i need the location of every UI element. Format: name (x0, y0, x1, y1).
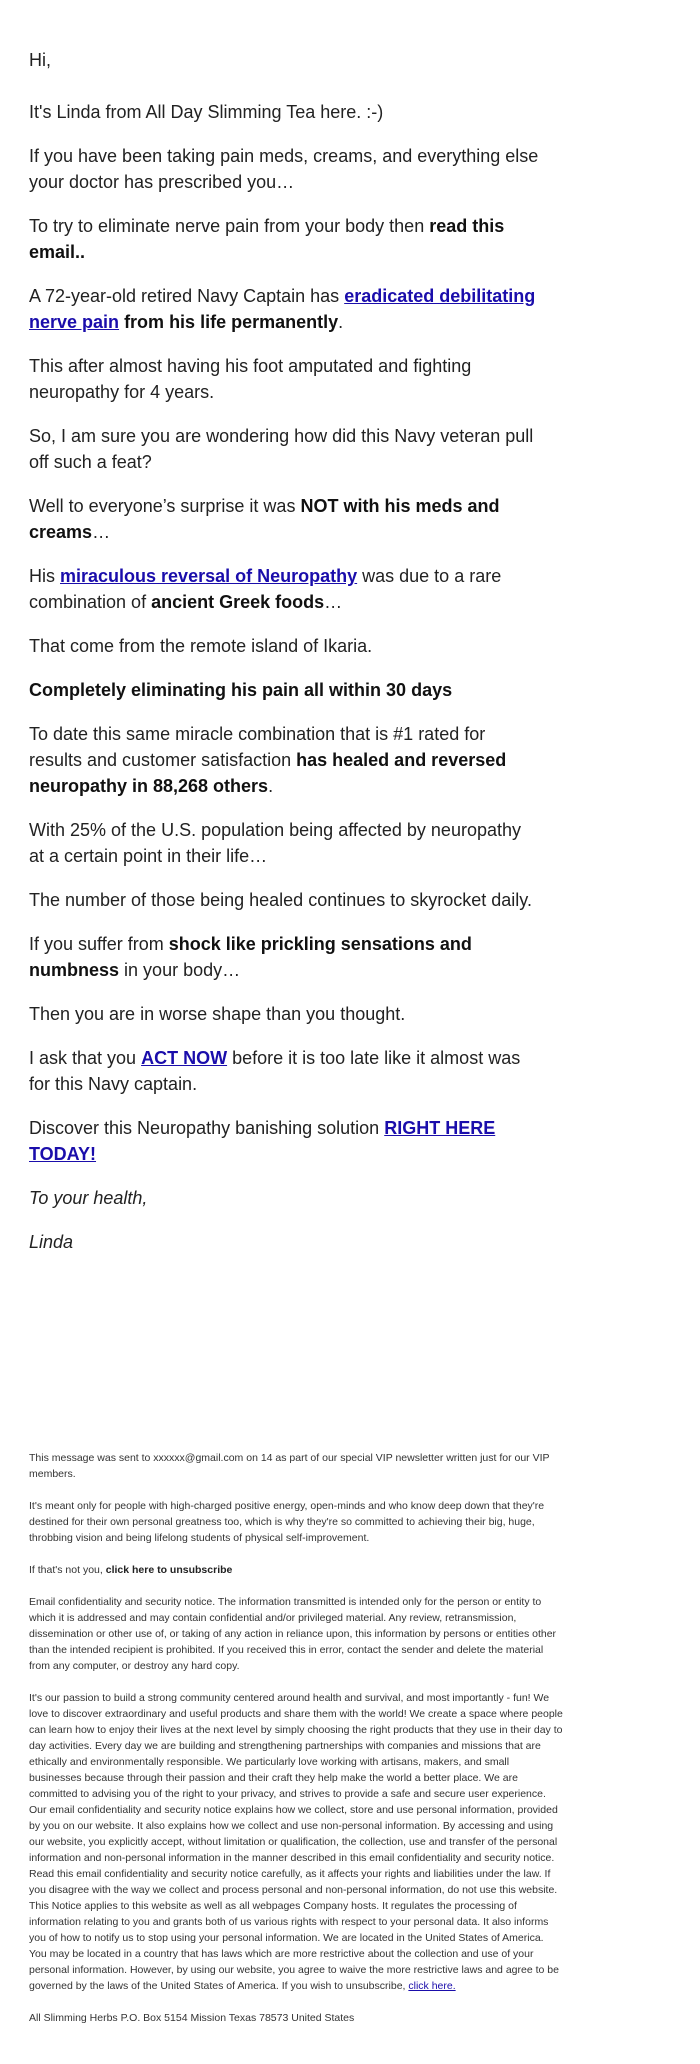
discover-paragraph-line (29, 1115, 495, 1141)
signoff (29, 1185, 147, 1211)
unsubscribe-prefix: If that's not you, (29, 1564, 103, 1576)
try-paragraph-line (29, 239, 85, 265)
passion-line: committed to advising you of the right to your privacy, and strives to provide a safe and secure user experience. (29, 1788, 546, 1800)
healed-bold: has healed and reversed (296, 750, 507, 770)
passion-line: personal information. However, by using our website, you agree to waive the more restrictive laws and agree to be (29, 1964, 559, 1976)
passion-line: information relating to you and grants both of us various rights with respect to your personal data. It also informs (29, 1916, 549, 1928)
reversal-paragraph-line (29, 563, 501, 589)
sure-paragraph-line: So, I am sure you are wondering how did this Navy veteran pull (29, 426, 534, 446)
unsubscribe-line (29, 1562, 232, 1578)
sent-notice-line: This message was sent to xxxxxx@gmail.com on 14 as part of our special VIP newsletter written just for our VIP (29, 1452, 550, 1464)
miraculous-reversal-link[interactable]: miraculous reversal of Neuropathy (60, 566, 358, 586)
passion-line: you of how to notify us to stop using your personal information. We are located in the United States of America. (29, 1932, 544, 1944)
foot-paragraph-line: This after almost having his foot amputated and fighting (29, 356, 472, 376)
passion-line: day activities. Every day we are building and strengthening partnerships with companies and missions that are (29, 1740, 541, 1752)
navy-text: A 72-year-old retired Navy Captain has (29, 286, 340, 306)
passion-line: can learn how to enjoy their lives at the next level by simply choosing the right products that they use in their day to (29, 1724, 563, 1736)
act-now-link[interactable]: ACT NOW (141, 1048, 228, 1068)
ikaria-paragraph: That come from the remote island of Ikaria. (29, 636, 373, 656)
number-paragraph: The number of those being healed continues to skyrocket daily. (29, 890, 532, 910)
ask-paragraph-line (29, 1045, 520, 1071)
meds-paragraph-line: your doctor has prescribed you… (29, 172, 295, 192)
surprise-ellipsis: … (92, 522, 111, 542)
reversal-text: was due to a rare (362, 566, 502, 586)
greek-foods-bold: ancient Greek foods (151, 592, 325, 612)
reversal-ellipsis: … (324, 592, 343, 612)
signature (29, 1229, 73, 1255)
greeting: Hi, (29, 50, 51, 70)
surprise-paragraph-line (29, 519, 110, 545)
passion-last-line (29, 1978, 456, 1994)
passion-line: information and non-personal information in the manner described in this email confidentiality and security notice. (29, 1852, 555, 1864)
permanently-bold: from his life permanently (124, 312, 339, 332)
signature-italic: Linda (29, 1232, 74, 1252)
passion-line: Our email confidentiality and security notice explains how we collect, store and use personal information, provided (29, 1804, 558, 1816)
passion-line: our website, you explicitly accept, without limitation or qualification, the collection, use and transfer of the personal (29, 1836, 558, 1848)
passion-line: Read this email confidentiality and security notice carefully, as it affects your rights and liabilities under the law. If (29, 1868, 551, 1880)
surprise-paragraph-line (29, 493, 500, 519)
passion-line: by you on our website. It also explains how we collect and use non-personal information. By accessing and using (29, 1820, 554, 1832)
navy-paragraph-line (29, 309, 343, 335)
reversal-text: His (29, 566, 55, 586)
confidentiality-line: dissemination or other use of, or taking of any action in reliance upon, this information by persons or entities other (29, 1628, 557, 1640)
date-paragraph-line (29, 747, 506, 773)
reversal-paragraph-line (29, 589, 342, 615)
not-meds-bold: creams (29, 522, 93, 542)
suffer-text: in your body… (124, 960, 241, 980)
date-period: . (268, 776, 274, 796)
passion-line: you disagree with the way we collect and process personal and non-personal information, do not use this website. (29, 1884, 558, 1896)
healed-bold: neuropathy in 88,268 others (29, 776, 269, 796)
eradicated-nerve-pain-link[interactable]: nerve pain (29, 312, 120, 332)
date-paragraph-line: To date this same miracle combination that is #1 rated for (29, 724, 486, 744)
unsubscribe-link[interactable]: click here to unsubscribe (105, 1564, 233, 1576)
read-this-email-bold: read this (429, 216, 505, 236)
ask-text: I ask that you (29, 1048, 137, 1068)
passion-line: ethically and environmentally responsible. We particularly love working with artisans, makers, and small (29, 1756, 510, 1768)
not-meds-bold: NOT with his meds and (300, 496, 500, 516)
try-paragraph-line (29, 213, 504, 239)
confidentiality-line: from any computer, or destroy any hard copy. (29, 1660, 240, 1672)
confidentiality-line: which it is addressed and may contain confidential and/or privileged material. Any review, retransmission, (29, 1612, 517, 1624)
passion-last-text: governed by the laws of the United States of America. If you wish to unsubscribe, (29, 1980, 406, 1992)
sent-notice-line: members. (29, 1468, 76, 1480)
reversal-text: combination of (29, 592, 147, 612)
date-text: results and customer satisfaction (29, 750, 292, 770)
suffer-text: If you suffer from (29, 934, 164, 954)
sure-paragraph-line: off such a feat? (29, 452, 152, 472)
meant-notice-line: It's meant only for people with high-charged positive energy, open-minds and who know deep down that they're (29, 1500, 545, 1512)
discover-text: Discover this Neuropathy banishing solution (29, 1118, 380, 1138)
meant-notice-line: destined for their own personal greatness too, which is why they're so committed to achieving their big, huge, (29, 1516, 535, 1528)
completely-bold: Completely eliminating his pain all within 30 days (29, 680, 453, 700)
population-paragraph-line: at a certain point in their life… (29, 846, 268, 866)
discover-paragraph-line (29, 1141, 96, 1167)
navy-paragraph-line (29, 283, 535, 309)
passion-line: businesses because through their passion and their craft they help make the world a better place. We are (29, 1772, 518, 1784)
signoff-italic: To your health, (29, 1188, 148, 1208)
passion-line: You may be located in a country that has laws which are more restrictive about the collection and use of your (29, 1948, 534, 1960)
confidentiality-line: Email confidentiality and security notice. The information transmitted is intended only for the person or entity to (29, 1596, 542, 1608)
worse-paragraph: Then you are in worse shape than you thought. (29, 1004, 406, 1024)
meant-notice-line: throbbing vision and being lifelong students of physical self-improvement. (29, 1532, 370, 1544)
navy-period: . (338, 312, 344, 332)
unsubscribe-click-here-link[interactable]: click here. (408, 1980, 456, 1992)
ask-paragraph-line: for this Navy captain. (29, 1074, 198, 1094)
date-paragraph-line (29, 773, 273, 799)
population-paragraph-line: With 25% of the U.S. population being affected by neuropathy (29, 820, 521, 840)
passion-line: It's our passion to build a strong community centered around health and survival, and most importantly - fun! We (29, 1692, 550, 1704)
right-here-link[interactable]: TODAY! (29, 1144, 97, 1164)
read-this-email-bold: email.. (29, 242, 86, 262)
confidentiality-line: than the intended recipient is prohibited. If you received this in error, contact the sender and delete the material (29, 1644, 544, 1656)
intro-paragraph: It's Linda from All Day Slimming Tea here. :-) (29, 102, 384, 122)
surprise-text: Well to everyone’s surprise it was (29, 496, 296, 516)
try-text: To try to eliminate nerve pain from your body then (29, 216, 425, 236)
passion-line: This Notice applies to this website as well as all webpages Company hosts. It regulates the processing of (29, 1900, 517, 1912)
numbness-bold: numbness (29, 960, 120, 980)
ask-text: before it is too late like it almost was (232, 1048, 521, 1068)
completely-paragraph (29, 677, 452, 703)
suffer-paragraph-line (29, 957, 240, 983)
foot-paragraph-line: neuropathy for 4 years. (29, 382, 215, 402)
postal-address: All Slimming Herbs P.O. Box 5154 Mission Texas 78573 United States (29, 2012, 355, 2024)
meds-paragraph-line: If you have been taking pain meds, creams, and everything else (29, 146, 539, 166)
shock-bold: shock like prickling sensations and (168, 934, 472, 954)
right-here-link[interactable]: RIGHT HERE (384, 1118, 496, 1138)
eradicated-nerve-pain-link[interactable]: eradicated debilitating (344, 286, 536, 306)
passion-line: love to discover extraordinary and useful products and share them with the world! We create a space where people (29, 1708, 563, 1720)
suffer-paragraph-line (29, 931, 472, 957)
